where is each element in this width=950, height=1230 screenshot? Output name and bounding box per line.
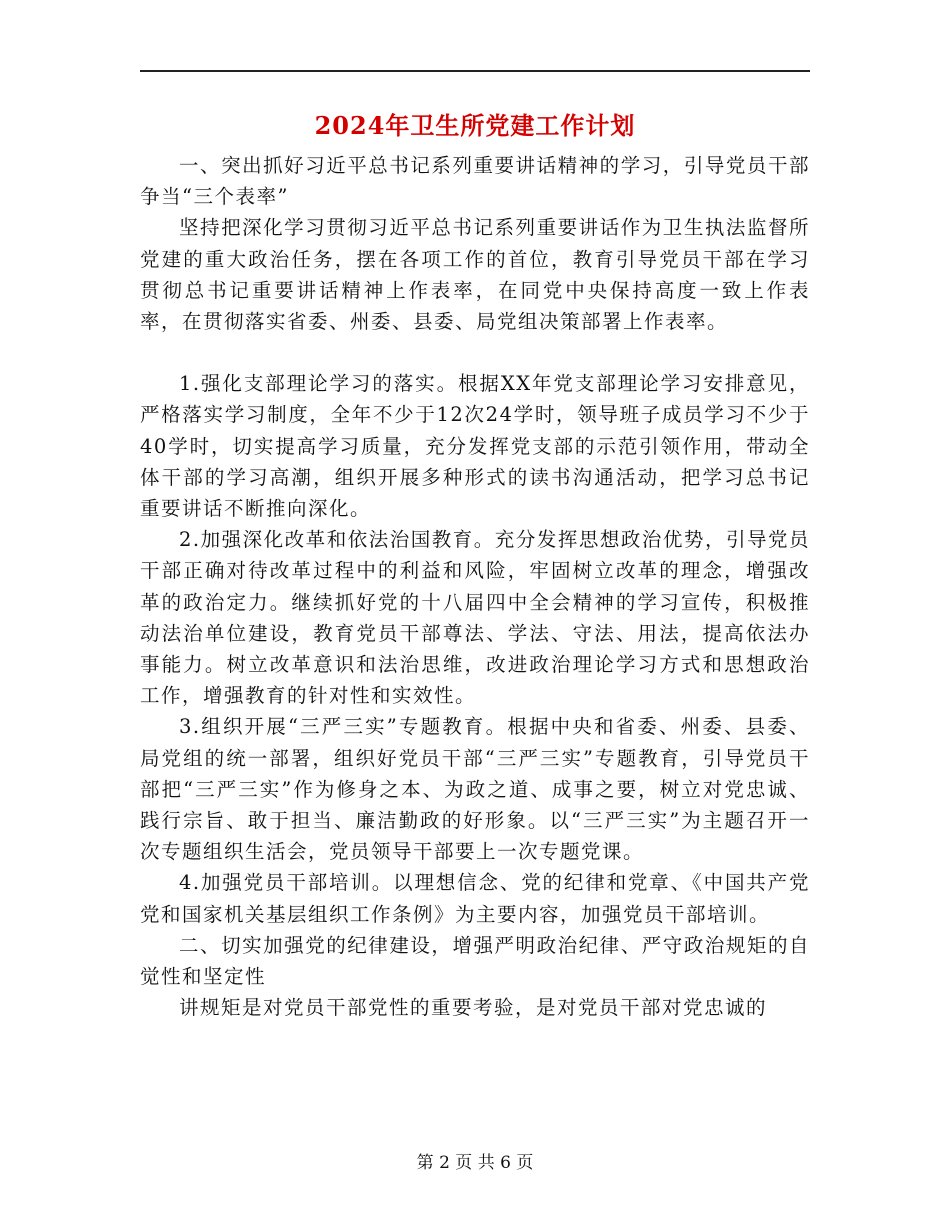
header-rule [140, 70, 810, 72]
paragraph-discipline: 讲规矩是对党员干部党性的重要考验，是对党员干部对党忠诚的 [179, 996, 768, 1020]
page-footer [0, 1151, 950, 1175]
page-number: 第 2 页 共 6 页 [416, 1153, 534, 1173]
paragraph-item-3: 3.组织开展“三严三实”专题教育。根据中央和省委、州委、县委、局党组的统一部署，组织好党员干部“三严三实”专题教育，引导党员干部把“三严三实”作为修身之本、为政之道、成事之要，树立对党忠诚、践行宗旨、敢于担当、廉洁勤政的好形象。以“三严三实”为主题召开一次专题组织生活会，党员领导干部要上一次专题党课。 [140, 715, 810, 864]
blank-line [140, 337, 810, 368]
paragraph-item-4: 4.加强党员干部培训。以理想信念、党的纪律和党章、《中国共产党党和国家机关基层组织工作条例》为主要内容，加强党员干部培训。 [140, 871, 810, 926]
paragraph-intro: 坚持把深化学习贯彻习近平总书记系列重要讲话作为卫生执法监督所党建的重大政治任务，摆在各项工作的首位，教育引导党员干部在学习贯彻总书记重要讲话精神上作表率，在同党中央保持高度一致上作表率，在贯彻落实省委、州委、县委、局党组决策部署上作表率。 [140, 216, 810, 334]
document-title: 2024年卫生所党建工作计划 [314, 111, 636, 140]
heading-section-1: 一、突出抓好习近平总书记系列重要讲话精神的学习，引导党员干部争当“三个表率” [140, 154, 810, 209]
heading-section-2: 二、切实加强党的纪律建设，增强严明政治纪律、严守政治规矩的自觉性和坚定性 [140, 933, 810, 989]
document-body [140, 150, 810, 1023]
paragraph-item-2: 2.加强深化改革和依法治国教育。充分发挥思想政治优势，引导党员干部正确对待改革过程中的利益和风险，牢固树立改革的理念，增强改革的政治定力。继续抓好党的十八届四中全会精神的学习宣传，积极推动法治单位建设，教育党员干部尊法、学法、守法、用法，提高依法办事能力。树立改革意识和法治思维，改进政治理论学习方式和思想政治工作，增强教育的针对性和实效性。 [140, 528, 810, 708]
paragraph-item-1: 1.强化支部理论学习的落实。根据XX年党支部理论学习安排意见，严格落实学习制度，全年不少于12次24学时，领导班子成员学习不少于40学时，切实提高学习质量，充分发挥党支部的示范引领作用，带动全体干部的学习高潮，组织开展多种形式的读书沟通活动，把学习总书记重要讲话不断推向深化。 [140, 372, 810, 521]
